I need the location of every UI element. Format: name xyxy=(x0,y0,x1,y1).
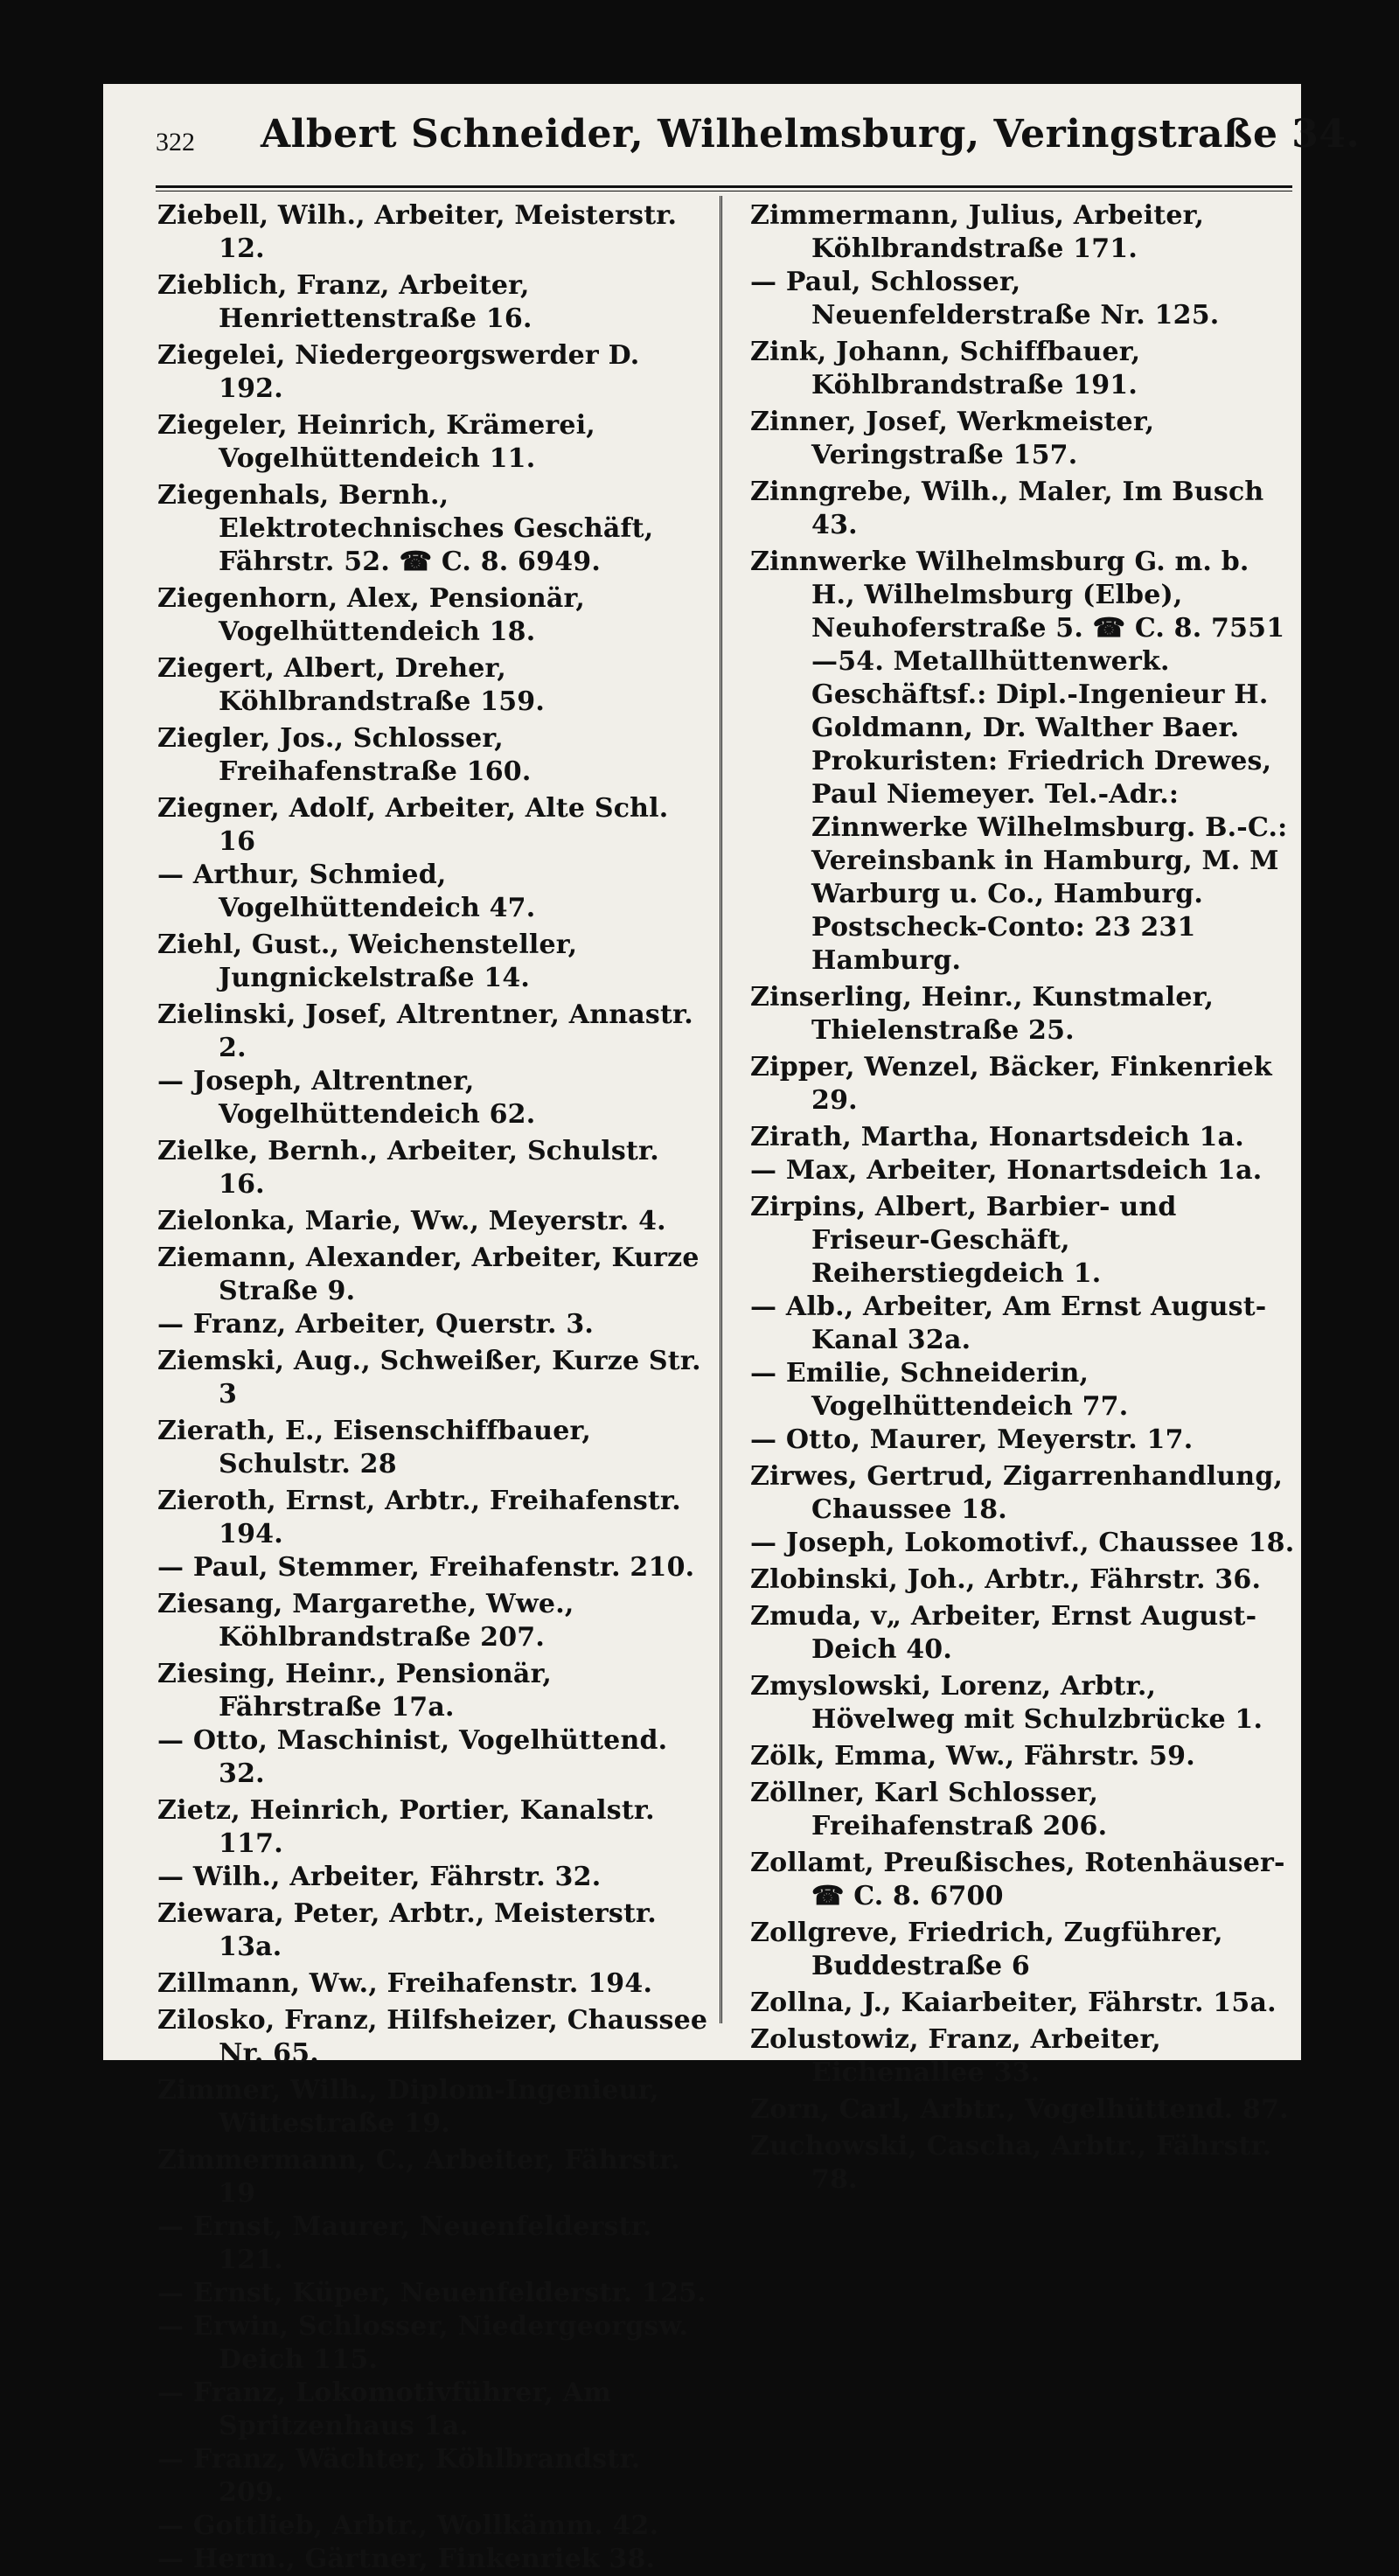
left-column xyxy=(157,196,717,2576)
directory-entry: Zöllner, Karl Schlosser, Freihafenstraß 206. xyxy=(750,1778,1108,1841)
directory-entry: Zilosko, Franz, Hilfsheizer, Chaussee Nr. 65. xyxy=(157,2005,717,2069)
directory-entry: — Joseph, Altrentner, Vogelhüttendeich 62. xyxy=(157,1066,536,1130)
directory-entry: — Emilie, Schneiderin, Vogelhüttendeich 77. xyxy=(750,1358,1129,1422)
directory-entry: Zölk, Emma, Ww., Fährstr. 59. xyxy=(750,1741,1195,1772)
directory-entry: Ziegeler, Heinrich, Krämerei, Vogelhüttendeich 11. xyxy=(157,410,605,474)
directory-entry: Zink, Johann, Schiffbauer, Köhlbrandstraße 191. xyxy=(750,337,1150,400)
directory-entry: Zirath, Martha, Honartsdeich 1a. xyxy=(750,1122,1244,1152)
directory-entry: Zinserling, Heinr., Kunstmaler, Thielenstraße 25. xyxy=(750,982,1223,1046)
directory-entry: Zielinski, Josef, Altrentner, Annastr. 2. xyxy=(157,999,703,1063)
right-column xyxy=(750,196,1301,2197)
directory-entry: Zinnwerke Wilhelmsburg G. m. b. H., Wilhelmsburg (Elbe), Neuhoferstraße 5. ☎ C. 8. 7551—54. Metallhüttenwerk. Geschäftsf.: Dipl.-Ingenieur H. Goldmann, Dr. Walther Baer. Prokuristen: Friedrich Drewes, Paul Niemeyer. Tel.-Adr.: Zinnwerke Wilhelmsburg. B.-C.: Vereinsbank in Hamburg, M. M Warburg u. Co., Hamburg. Postscheck-Conto: 23 231 Hamburg. xyxy=(750,547,1298,976)
directory-entry: — Joseph, Lokomotivf., Chaussee 18. xyxy=(750,1528,1295,1558)
directory-entry: Ziesing, Heinr., Pensionär, Fährstraße 17a. xyxy=(157,1659,561,1723)
page-header xyxy=(156,108,1361,178)
directory-entry: — Arthur, Schmied, Vogelhüttendeich 47. xyxy=(157,860,536,923)
directory-entry: — Herm., Gärtner, Finkenriek 38. xyxy=(157,2544,656,2574)
directory-entry: Ziehl, Gust., Weichensteller, Jungnickelstraße 14. xyxy=(157,929,587,993)
directory-entry: Ziesang, Margarethe, Wwe., Köhlbrandstraße 207. xyxy=(157,1589,584,1653)
directory-entry: Ziebell, Wilh., Arbeiter, Meisterstr. 12. xyxy=(157,200,686,264)
directory-entry: — Franz, Arbeiter, Querstr. 3. xyxy=(157,1309,595,1340)
directory-entry: Zuchowski, Cascha, Arbtr., Fährstr. 78. xyxy=(750,2131,1282,2195)
directory-entry: — Otto, Maurer, Meyerstr. 17. xyxy=(750,1424,1194,1455)
directory-entry: Zieroth, Ernst, Arbtr., Freihafenstr. 194. xyxy=(157,1486,691,1549)
directory-entry: Zolustowiz, Franz, Arbeiter, Eichenallee 33. xyxy=(750,2024,1171,2088)
directory-entry: Zipper, Wenzel, Bäcker, Finkenriek 29. xyxy=(750,1052,1282,1116)
directory-entry: Ziegenhorn, Alex, Pensionär, Vogelhüttendeich 18. xyxy=(157,583,595,647)
directory-entry: — Franz, Wächter, Köhlbrandstr. 209. xyxy=(157,2444,650,2508)
directory-entry: Zirwes, Gertrud, Zigarrenhandlung, Chaussee 18. xyxy=(750,1461,1292,1525)
page-number: 322 xyxy=(156,128,195,157)
directory-entry: Zielonka, Marie, Ww., Meyerstr. 4. xyxy=(157,1206,666,1236)
directory-entry: Zillmann, Ww., Freihafenstr. 194. xyxy=(157,1968,653,1999)
column-divider xyxy=(720,196,726,2023)
directory-entry: Zielke, Bernh., Arbeiter, Schulstr. 16. xyxy=(157,1136,669,1200)
directory-entry: Zollna, J., Kaiarbeiter, Fährstr. 15a. xyxy=(750,1988,1277,2018)
directory-entry: — Gottlieb, Arbtr., Wollkämm. 42. xyxy=(157,2510,659,2541)
header-rule xyxy=(156,185,1292,188)
directory-entry: Zimmermann, Julius, Arbeiter, Köhlbrandstraße 171. xyxy=(750,200,1214,264)
running-head: Albert Schneider, Wilhelmsburg, Veringstraße 34. xyxy=(261,112,1361,157)
directory-entry: — Max, Arbeiter, Honartsdeich 1a. xyxy=(750,1155,1263,1186)
directory-entry: Ziegner, Adolf, Arbeiter, Alte Schl. 16 xyxy=(157,793,679,857)
directory-entry: Zmyslowski, Lorenz, Arbtr., Hövelweg mit Schulzbrücke 1. xyxy=(750,1671,1263,1735)
directory-entry: — Paul, Schlosser, Neuenfelderstraße Nr. 125. xyxy=(750,267,1220,331)
directory-entry: Zollamt, Preußisches, Rotenhäuser- ☎ C. 8. 6700 xyxy=(750,1848,1295,1911)
directory-entry: Ziegler, Jos., Schlosser, Freihafenstraße 160. xyxy=(157,723,532,787)
directory-entry: — Ernst, Küper, Neuenfelderstr. 125. xyxy=(157,2278,706,2308)
directory-entry: — Otto, Maschinist, Vogelhüttend. 32. xyxy=(157,1725,677,1789)
directory-entry: — Ernst, Maurer, Neuenfelderstr. 121. xyxy=(157,2211,662,2275)
directory-entry: Zimmermann, C., Arbeiter, Fährstr. 19 xyxy=(157,2145,690,2209)
directory-entry: — Paul, Stemmer, Freihafenstr. 210. xyxy=(157,1552,695,1583)
directory-entry: Zmuda, v„ Arbeiter, Ernst August-Deich 40. xyxy=(750,1601,1257,1665)
directory-entry: Ziegelei, Niedergeorgswerder D. 192. xyxy=(157,340,650,404)
directory-entry: — Franz, Lokomotivführer, Am Spritzenhaus 1a. xyxy=(157,2378,621,2441)
directory-entry: Zirpins, Albert, Barbier- und Friseur-Geschäft, Reiherstiegdeich 1. xyxy=(750,1192,1187,1289)
directory-entry: Zinner, Josef, Werkmeister, Veringstraße 157. xyxy=(750,407,1164,470)
directory-entry: Ziemski, Aug., Schweißer, Kurze Str. 3 xyxy=(157,1346,711,1410)
directory-page xyxy=(103,84,1361,2574)
directory-entry: Ziegert, Albert, Dreher, Köhlbrandstraße 159. xyxy=(157,653,546,717)
directory-entry: Zorn, Carl, Arbtr., Vogelhüttend. 87. xyxy=(750,2094,1289,2125)
directory-entry: Ziegenhals, Bernh., Elektrotechnisches Geschäft, Fährstr. 52. ☎ C. 8. 6949. xyxy=(157,480,664,577)
directory-entry: Ziemann, Alexander, Arbeiter, Kurze Straße 9. xyxy=(157,1243,709,1306)
directory-entry: Zietz, Heinrich, Portier, Kanalstr. 117. xyxy=(157,1795,665,1859)
directory-entry: Zollgreve, Friedrich, Zugführer, Buddestraße 6 xyxy=(750,1918,1233,1981)
directory-entry: Zlobinski, Joh., Arbtr., Fährstr. 36. xyxy=(750,1564,1262,1595)
directory-entry: Ziewara, Peter, Arbtr., Meisterstr. 13a. xyxy=(157,1898,666,1962)
directory-entry: — Erwin, Schlosser, Niedergeorgsw. Deich 115. xyxy=(157,2311,698,2375)
directory-entry: Zinngrebe, Wilh., Maler, Im Busch 43. xyxy=(750,477,1274,540)
directory-entry: Zierath, E., Eisenschiffbauer, Schulstr. 28 xyxy=(157,1416,601,1479)
directory-entry: Zieblich, Franz, Arbeiter, Henriettenstraße 16. xyxy=(157,270,539,334)
directory-entry: Zimmer, Wilh., Diplom-Ingenieur, Wittestraße 19. xyxy=(157,2075,669,2139)
directory-entry: — Wilh., Arbeiter, Fährstr. 32. xyxy=(157,1862,602,1892)
directory-entry: — Alb., Arbeiter, Am Ernst August-Kanal 32a. xyxy=(750,1291,1267,1355)
